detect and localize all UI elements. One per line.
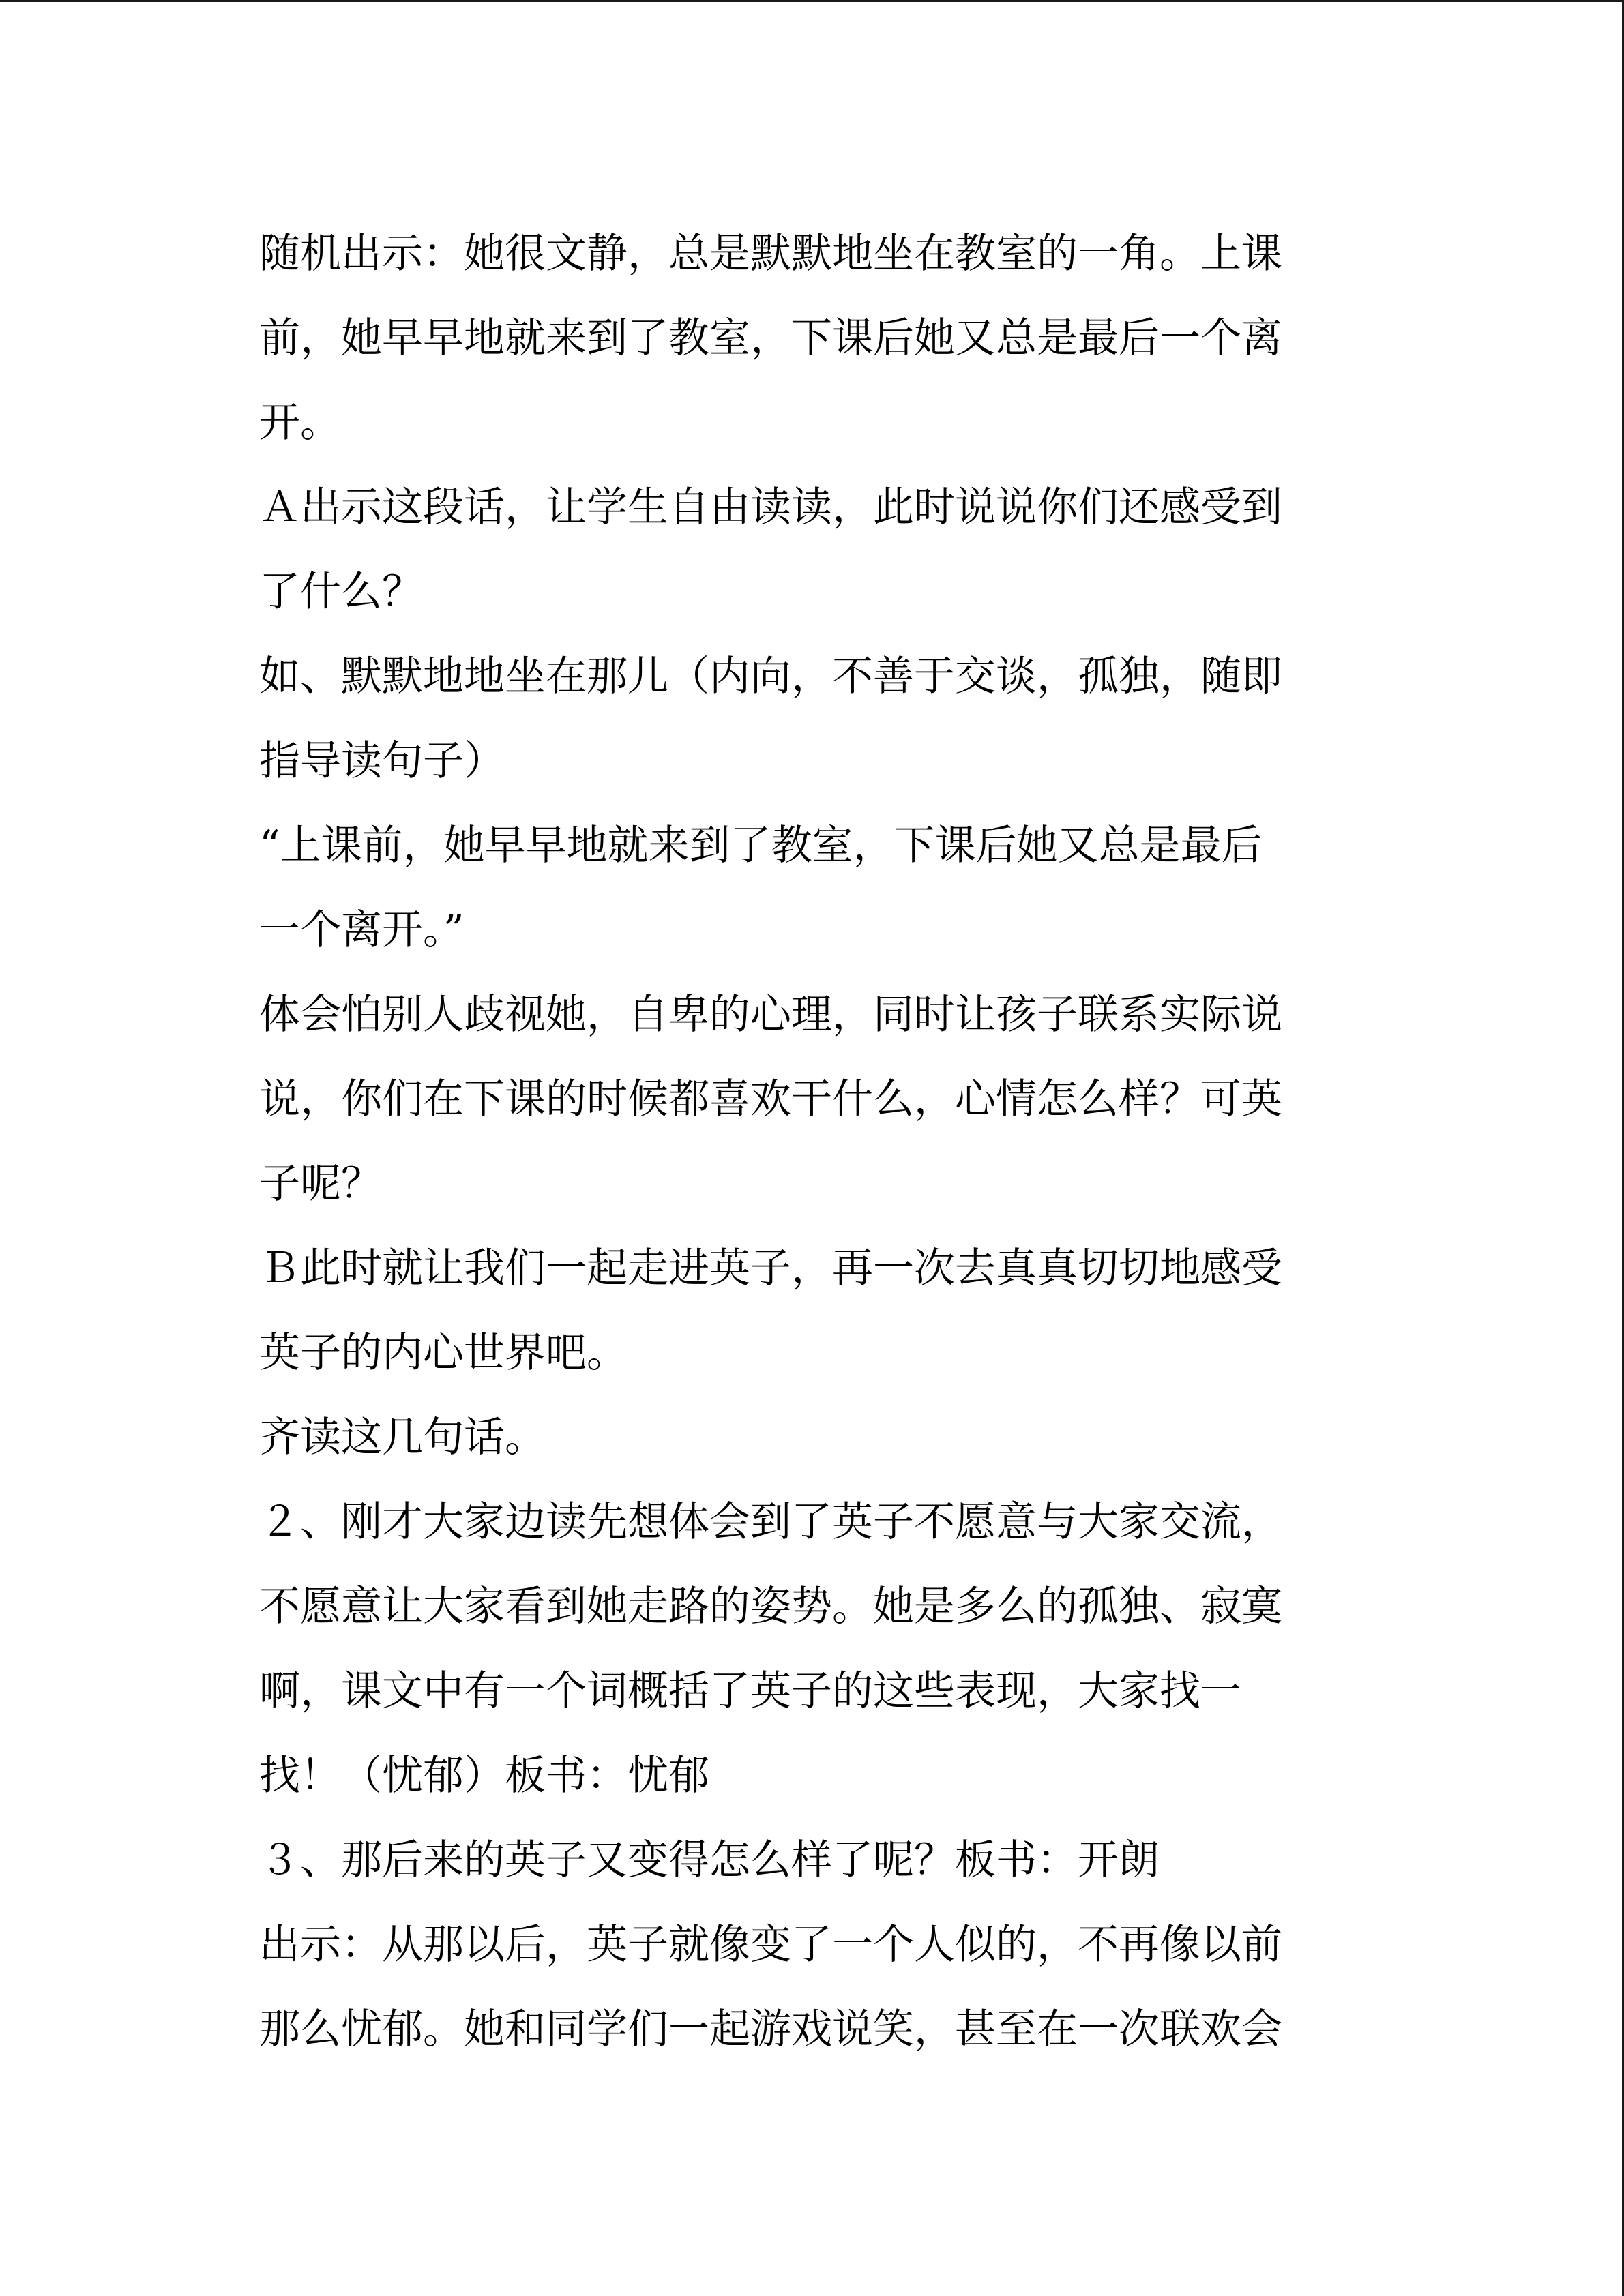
text-line: 出示：从那以后，英子就像变了一个人似的，不再像以前 [259, 1921, 1282, 1969]
text-line: 如、默默地地坐在那儿（内向，不善于交谈，孤独，随即 [259, 653, 1282, 700]
text-line: Ａ出示这段话，让学生自由读读，此时说说你们还感受到 [259, 483, 1282, 531]
text-line: 齐读这几句话。 [259, 1414, 546, 1461]
text-line: ３、那后来的英子又变得怎么样了呢？板书：开朗 [259, 1836, 1160, 1884]
text-line: “上课前，她早早地就来到了教室，下课后她又总是最后 [259, 822, 1263, 869]
document-body [259, 211, 1364, 2072]
text-line: 找！（忧郁）板书：忧郁 [259, 1752, 709, 1800]
text-line: 了什么？ [259, 568, 423, 616]
text-line: Ｂ此时就让我们一起走进英子，再一次去真真切切地感受 [259, 1244, 1282, 1292]
text-line: 一个离开。” [259, 906, 464, 954]
text-line: 随机出示：她很文静，总是默默地坐在教室的一角。上课 [259, 230, 1282, 278]
text-line: 指导读句子） [259, 737, 505, 785]
text-line: 前，她早早地就来到了教室，下课后她又总是最后一个离 [259, 314, 1282, 362]
text-line: 那么忧郁。她和同学们一起游戏说笑，甚至在一次联欢会 [259, 2006, 1282, 2053]
text-line: ２、刚才大家边读先想体会到了英子不愿意与大家交流， [259, 1498, 1282, 1546]
text-line: 英子的内心世界吧。 [259, 1329, 628, 1377]
text-line: 子呢？ [259, 1160, 382, 1208]
text-line: 啊，课文中有一个词概括了英子的这些表现，大家找一 [259, 1667, 1241, 1715]
text-line: 说，你们在下课的时候都喜欢干什么，心情怎么样？可英 [259, 1075, 1282, 1123]
text-line: 体会怕别人歧视她，自卑的心理，同时让孩子联系实际说 [259, 991, 1282, 1039]
text-line: 不愿意让大家看到她走路的姿势。她是多么的孤独、寂寞 [259, 1583, 1282, 1630]
text-line: 开。 [259, 399, 341, 447]
page-top-border [0, 0, 1624, 2]
